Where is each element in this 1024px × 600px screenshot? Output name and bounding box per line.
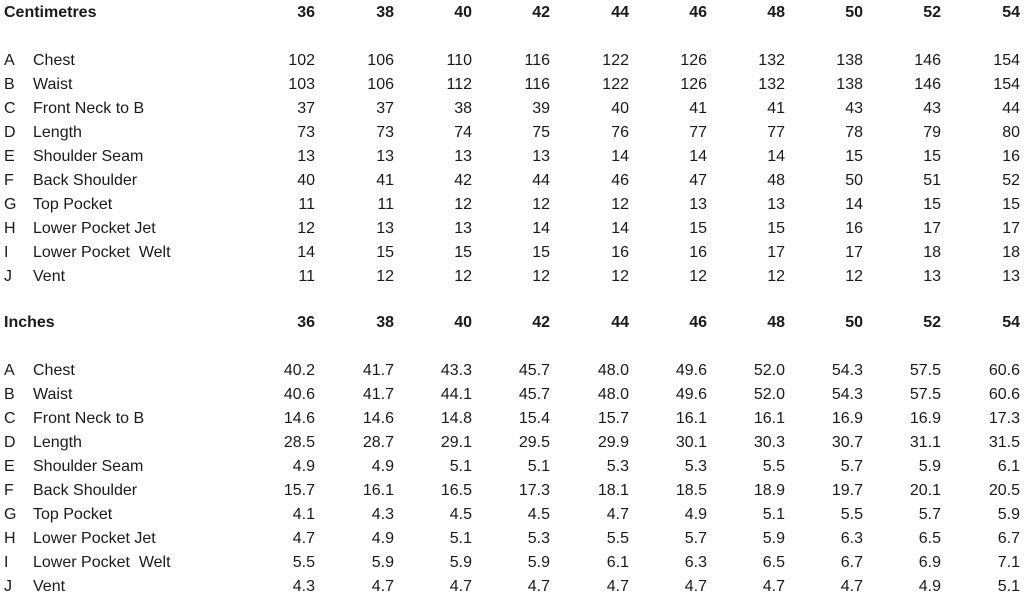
table-row <box>0 73 1024 97</box>
table-row <box>0 49 1024 73</box>
table-cell: 12 <box>532 268 550 285</box>
size-header: 36 <box>297 4 315 21</box>
table-row <box>0 479 1024 503</box>
size-header: 40 <box>454 314 472 331</box>
table-cell: 16.5 <box>440 482 472 499</box>
table-cell: 6.5 <box>762 554 785 571</box>
row-label: Shoulder Seam <box>33 148 144 165</box>
table-cell: 138 <box>836 76 863 93</box>
table-cell: 126 <box>680 52 707 69</box>
row-letter: E <box>4 148 15 165</box>
table-cell: 40.6 <box>283 386 315 403</box>
table-cell: 4.7 <box>684 578 707 595</box>
table-cell: 6.3 <box>684 554 707 571</box>
row-label: Vent <box>33 578 66 595</box>
table-cell: 30.7 <box>831 434 863 451</box>
size-header: 54 <box>1002 314 1020 331</box>
table-cell: 19.7 <box>831 482 863 499</box>
table-cell: 15.7 <box>283 482 315 499</box>
table-cell: 103 <box>288 76 315 93</box>
table-cell: 5.7 <box>918 506 941 523</box>
table-row <box>0 551 1024 575</box>
table-cell: 12 <box>297 220 315 237</box>
table-cell: 12 <box>611 268 629 285</box>
table-cell: 5.9 <box>527 554 550 571</box>
table-row <box>0 431 1024 455</box>
table-cell: 51 <box>923 172 941 189</box>
table-header-row <box>0 0 1024 26</box>
table-cell: 14 <box>611 148 629 165</box>
table-cell: 6.7 <box>997 530 1020 547</box>
table-row <box>0 241 1024 265</box>
table-cell: 37 <box>376 100 394 117</box>
row-letter: C <box>4 100 16 117</box>
table-cell: 5.9 <box>918 458 941 475</box>
size-header: 38 <box>376 4 394 21</box>
table-cell: 122 <box>602 76 629 93</box>
table-cell: 5.9 <box>449 554 472 571</box>
table-cell: 45.7 <box>518 362 550 379</box>
row-letter: G <box>4 196 17 213</box>
row-letter: D <box>4 434 16 451</box>
table-cell: 48 <box>767 172 785 189</box>
table-cell: 106 <box>367 52 394 69</box>
row-label: Top Pocket <box>33 196 113 213</box>
table-cell: 146 <box>914 52 941 69</box>
table-cell: 60.6 <box>988 386 1020 403</box>
table-cell: 7.1 <box>997 554 1020 571</box>
table-cell: 4.7 <box>292 530 315 547</box>
table-cell: 4.7 <box>606 578 629 595</box>
table-cell: 13 <box>689 196 707 213</box>
row-letter: F <box>4 482 14 499</box>
size-header: 46 <box>689 4 707 21</box>
table-cell: 78 <box>845 124 863 141</box>
table-cell: 4.3 <box>371 506 394 523</box>
table-cell: 52.0 <box>753 362 785 379</box>
row-label: Back Shoulder <box>33 482 138 499</box>
table-cell: 14 <box>532 220 550 237</box>
table-cell: 74 <box>454 124 472 141</box>
size-header: 42 <box>532 314 550 331</box>
table-header-row <box>0 310 1024 336</box>
table-cell: 5.5 <box>292 554 315 571</box>
table-cell: 29.1 <box>440 434 472 451</box>
table-cell: 13 <box>1002 268 1020 285</box>
table-cell: 110 <box>446 52 472 69</box>
table-cell: 4.1 <box>292 506 315 523</box>
row-letter: H <box>4 220 16 237</box>
table-cell: 112 <box>446 76 472 93</box>
table-cell: 28.7 <box>362 434 394 451</box>
table-row <box>0 193 1024 217</box>
table-cell: 126 <box>680 76 707 93</box>
centimetres-table <box>0 0 1024 289</box>
row-letter: J <box>4 578 12 595</box>
table-cell: 54.3 <box>831 386 863 403</box>
table-cell: 29.9 <box>597 434 629 451</box>
table-cell: 13 <box>376 220 394 237</box>
table-row <box>0 97 1024 121</box>
table-cell: 48.0 <box>597 362 629 379</box>
table-cell: 16.9 <box>909 410 941 427</box>
table-cell: 45.7 <box>518 386 550 403</box>
size-header: 46 <box>689 314 707 331</box>
table-cell: 18 <box>923 244 941 261</box>
table-cell: 40 <box>611 100 629 117</box>
table-cell: 28.5 <box>283 434 315 451</box>
table-cell: 50 <box>845 172 863 189</box>
table-cell: 17.3 <box>988 410 1020 427</box>
row-letter: I <box>4 244 9 261</box>
table-cell: 12 <box>454 268 472 285</box>
row-label: Top Pocket <box>33 506 113 523</box>
row-letter: E <box>4 458 15 475</box>
table-cell: 29.5 <box>518 434 550 451</box>
table-cell: 122 <box>602 52 629 69</box>
table-cell: 13 <box>376 148 394 165</box>
table-cell: 15.7 <box>597 410 629 427</box>
table-cell: 4.5 <box>527 506 550 523</box>
measurement-rows <box>0 359 1024 599</box>
table-cell: 15 <box>454 244 472 261</box>
table-cell: 43 <box>923 100 941 117</box>
table-cell: 13 <box>297 148 315 165</box>
table-cell: 6.3 <box>840 530 863 547</box>
table-cell: 5.5 <box>840 506 863 523</box>
row-label: Length <box>33 434 82 451</box>
table-cell: 4.7 <box>762 578 785 595</box>
table-cell: 40.2 <box>283 362 315 379</box>
table-cell: 17 <box>767 244 785 261</box>
table-cell: 17 <box>1002 220 1020 237</box>
row-letter: H <box>4 530 16 547</box>
table-cell: 52 <box>1002 172 1020 189</box>
table-cell: 138 <box>836 52 863 69</box>
table-cell: 20.5 <box>988 482 1020 499</box>
table-cell: 14.6 <box>283 410 315 427</box>
table-cell: 15 <box>689 220 707 237</box>
table-cell: 5.5 <box>606 530 629 547</box>
table-cell: 79 <box>923 124 941 141</box>
table-cell: 12 <box>611 196 629 213</box>
table-cell: 6.1 <box>606 554 629 571</box>
row-label: Back Shoulder <box>33 172 138 189</box>
row-label: Chest <box>33 52 75 69</box>
table-cell: 116 <box>524 52 550 69</box>
row-label: Vent <box>33 268 66 285</box>
table-cell: 12 <box>767 268 785 285</box>
table-cell: 16 <box>611 244 629 261</box>
table-cell: 5.1 <box>762 506 785 523</box>
table-cell: 11 <box>377 196 394 213</box>
row-letter: D <box>4 124 16 141</box>
table-cell: 15 <box>767 220 785 237</box>
table-cell: 48.0 <box>597 386 629 403</box>
table-cell: 5.5 <box>762 458 785 475</box>
measurement-rows <box>0 49 1024 289</box>
table-cell: 40 <box>297 172 315 189</box>
table-cell: 60.6 <box>988 362 1020 379</box>
table-title: Centimetres <box>4 4 97 21</box>
size-header: 52 <box>923 4 941 21</box>
table-cell: 16 <box>845 220 863 237</box>
row-letter: I <box>4 554 9 571</box>
table-cell: 14.6 <box>362 410 394 427</box>
table-cell: 106 <box>367 76 394 93</box>
table-cell: 102 <box>288 52 315 69</box>
table-cell: 80 <box>1002 124 1020 141</box>
table-cell: 14 <box>297 244 315 261</box>
table-cell: 15 <box>1002 196 1020 213</box>
table-cell: 13 <box>454 148 472 165</box>
table-cell: 5.9 <box>997 506 1020 523</box>
row-letter: A <box>4 52 15 69</box>
table-row <box>0 359 1024 383</box>
table-cell: 11 <box>298 268 315 285</box>
table-cell: 75 <box>532 124 550 141</box>
table-cell: 132 <box>758 52 785 69</box>
table-cell: 49.6 <box>675 386 707 403</box>
table-cell: 38 <box>454 100 472 117</box>
size-header: 50 <box>845 314 863 331</box>
table-cell: 17.3 <box>518 482 550 499</box>
table-row <box>0 265 1024 289</box>
table-cell: 6.7 <box>840 554 863 571</box>
table-row <box>0 383 1024 407</box>
table-cell: 5.3 <box>527 530 550 547</box>
table-cell: 15 <box>845 148 863 165</box>
row-label: Front Neck to B <box>33 100 145 117</box>
table-cell: 6.1 <box>997 458 1020 475</box>
row-letter: B <box>4 386 15 403</box>
table-cell: 37 <box>297 100 315 117</box>
table-cell: 43 <box>845 100 863 117</box>
table-cell: 15 <box>376 244 394 261</box>
size-header: 36 <box>297 314 315 331</box>
table-row <box>0 217 1024 241</box>
table-cell: 5.1 <box>449 458 472 475</box>
row-label: Shoulder Seam <box>33 458 144 475</box>
row-label: Lower Pocket Jet <box>33 530 156 547</box>
table-cell: 13 <box>454 220 472 237</box>
table-cell: 77 <box>767 124 785 141</box>
inches-table <box>0 310 1024 599</box>
table-row <box>0 503 1024 527</box>
size-header: 48 <box>767 314 785 331</box>
table-row <box>0 407 1024 431</box>
table-cell: 31.5 <box>988 434 1020 451</box>
table-cell: 4.3 <box>292 578 315 595</box>
table-cell: 18.5 <box>675 482 707 499</box>
table-cell: 4.9 <box>292 458 315 475</box>
table-cell: 4.9 <box>371 458 394 475</box>
table-cell: 12 <box>845 268 863 285</box>
row-letter: F <box>4 172 14 189</box>
table-cell: 57.5 <box>909 362 941 379</box>
table-cell: 146 <box>914 76 941 93</box>
table-cell: 16.1 <box>675 410 707 427</box>
table-cell: 5.9 <box>762 530 785 547</box>
row-letter: J <box>4 268 12 285</box>
table-cell: 77 <box>689 124 707 141</box>
table-cell: 12 <box>689 268 707 285</box>
table-cell: 16 <box>689 244 707 261</box>
table-row <box>0 455 1024 479</box>
table-cell: 44 <box>532 172 550 189</box>
table-cell: 12 <box>454 196 472 213</box>
table-cell: 46 <box>611 172 629 189</box>
table-cell: 14 <box>611 220 629 237</box>
table-cell: 42 <box>454 172 472 189</box>
table-cell: 154 <box>993 76 1020 93</box>
table-cell: 12 <box>376 268 394 285</box>
table-cell: 4.5 <box>449 506 472 523</box>
table-cell: 54.3 <box>831 362 863 379</box>
table-cell: 5.3 <box>606 458 629 475</box>
table-cell: 6.5 <box>918 530 941 547</box>
table-row <box>0 527 1024 551</box>
size-header: 50 <box>845 4 863 21</box>
table-cell: 52.0 <box>753 386 785 403</box>
table-cell: 4.7 <box>606 506 629 523</box>
table-cell: 30.1 <box>675 434 707 451</box>
row-label: Waist <box>33 386 73 403</box>
table-cell: 5.1 <box>449 530 472 547</box>
row-label: Chest <box>33 362 75 379</box>
table-cell: 18.9 <box>753 482 785 499</box>
size-header: 54 <box>1002 4 1020 21</box>
table-cell: 39 <box>532 100 550 117</box>
table-cell: 44 <box>1002 100 1020 117</box>
table-cell: 14 <box>845 196 863 213</box>
row-label: Lower Pocket Welt <box>33 244 171 261</box>
row-label: Front Neck to B <box>33 410 145 427</box>
table-cell: 13 <box>923 268 941 285</box>
row-letter: B <box>4 76 15 93</box>
table-cell: 5.1 <box>997 578 1020 595</box>
table-cell: 73 <box>297 124 315 141</box>
table-cell: 41.7 <box>362 362 394 379</box>
table-cell: 16 <box>1002 148 1020 165</box>
table-cell: 41.7 <box>362 386 394 403</box>
row-label: Lower Pocket Jet <box>33 220 156 237</box>
table-cell: 5.7 <box>684 530 707 547</box>
table-cell: 41 <box>689 100 707 117</box>
table-row <box>0 575 1024 599</box>
table-cell: 11 <box>298 196 315 213</box>
row-letter: G <box>4 506 17 523</box>
table-row <box>0 145 1024 169</box>
table-cell: 73 <box>376 124 394 141</box>
table-cell: 116 <box>524 76 550 93</box>
row-letter: A <box>4 362 15 379</box>
table-cell: 44.1 <box>440 386 472 403</box>
size-header: 40 <box>454 4 472 21</box>
table-cell: 5.7 <box>840 458 863 475</box>
table-cell: 5.3 <box>684 458 707 475</box>
table-cell: 4.7 <box>840 578 863 595</box>
table-row <box>0 121 1024 145</box>
size-header: 52 <box>923 314 941 331</box>
table-cell: 4.7 <box>371 578 394 595</box>
size-header: 42 <box>532 4 550 21</box>
table-cell: 15 <box>923 148 941 165</box>
table-cell: 16.9 <box>831 410 863 427</box>
table-cell: 17 <box>923 220 941 237</box>
table-cell: 5.1 <box>527 458 550 475</box>
table-cell: 15.4 <box>518 410 550 427</box>
size-header: 44 <box>611 4 629 21</box>
table-cell: 4.7 <box>449 578 472 595</box>
table-cell: 43.3 <box>440 362 472 379</box>
table-cell: 47 <box>689 172 707 189</box>
table-cell: 15 <box>532 244 550 261</box>
row-label: Waist <box>33 76 73 93</box>
table-cell: 154 <box>993 52 1020 69</box>
table-cell: 20.1 <box>909 482 941 499</box>
table-cell: 30.3 <box>753 434 785 451</box>
table-cell: 14 <box>689 148 707 165</box>
table-cell: 76 <box>611 124 629 141</box>
table-cell: 49.6 <box>675 362 707 379</box>
table-cell: 12 <box>532 196 550 213</box>
table-cell: 4.9 <box>371 530 394 547</box>
size-header: 48 <box>767 4 785 21</box>
row-letter: C <box>4 410 16 427</box>
table-cell: 31.1 <box>909 434 941 451</box>
table-cell: 14.8 <box>440 410 472 427</box>
size-header: 44 <box>611 314 629 331</box>
table-cell: 16.1 <box>753 410 785 427</box>
table-cell: 4.9 <box>684 506 707 523</box>
table-title: Inches <box>4 314 55 331</box>
table-cell: 14 <box>767 148 785 165</box>
table-cell: 16.1 <box>362 482 394 499</box>
row-label: Length <box>33 124 82 141</box>
table-cell: 13 <box>532 148 550 165</box>
table-cell: 132 <box>758 76 785 93</box>
row-label: Lower Pocket Welt <box>33 554 171 571</box>
table-cell: 15 <box>923 196 941 213</box>
table-cell: 17 <box>845 244 863 261</box>
table-cell: 57.5 <box>909 386 941 403</box>
table-cell: 41 <box>767 100 785 117</box>
table-row <box>0 169 1024 193</box>
table-cell: 13 <box>767 196 785 213</box>
table-cell: 18 <box>1002 244 1020 261</box>
table-cell: 6.9 <box>918 554 941 571</box>
size-header: 38 <box>376 314 394 331</box>
table-cell: 5.9 <box>371 554 394 571</box>
table-cell: 41 <box>376 172 394 189</box>
table-cell: 4.9 <box>918 578 941 595</box>
table-cell: 18.1 <box>597 482 629 499</box>
table-cell: 4.7 <box>527 578 550 595</box>
